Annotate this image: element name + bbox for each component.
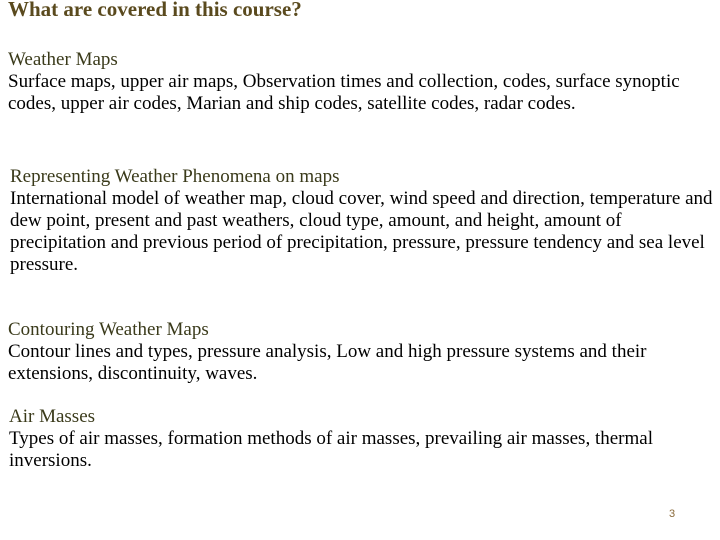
section-contouring-weather-maps xyxy=(8,319,713,385)
page-number: 3 xyxy=(669,508,676,520)
section-heading: Contouring Weather Maps xyxy=(8,319,209,340)
section-body: Surface maps, upper air maps, Observation times and collection, codes, surface synoptic codes, upper air codes, Marian and ship codes, satellite codes, radar codes. xyxy=(8,71,680,114)
section-heading: Air Masses xyxy=(9,406,96,427)
section-representing-weather-phenomena xyxy=(10,166,715,276)
section-body: International model of weather map, cloud cover, wind speed and direction, temperature and dew point, present and past weathers, cloud type, amount, and height, amount of precipitation and previous period of precipitation, pressure, pressure tendency and sea level pressure. xyxy=(10,188,713,275)
section-heading: Weather Maps xyxy=(8,49,118,70)
slide-title: What are covered in this course? xyxy=(8,0,302,21)
section-heading: Representing Weather Phenomena on maps xyxy=(10,166,340,187)
section-body: Types of air masses, formation methods of air masses, prevailing air masses, thermal inversions. xyxy=(9,428,653,471)
section-weather-maps xyxy=(8,49,713,115)
section-air-masses xyxy=(9,406,709,472)
section-body: Contour lines and types, pressure analysis, Low and high pressure systems and their extensions, discontinuity, waves. xyxy=(8,341,647,384)
